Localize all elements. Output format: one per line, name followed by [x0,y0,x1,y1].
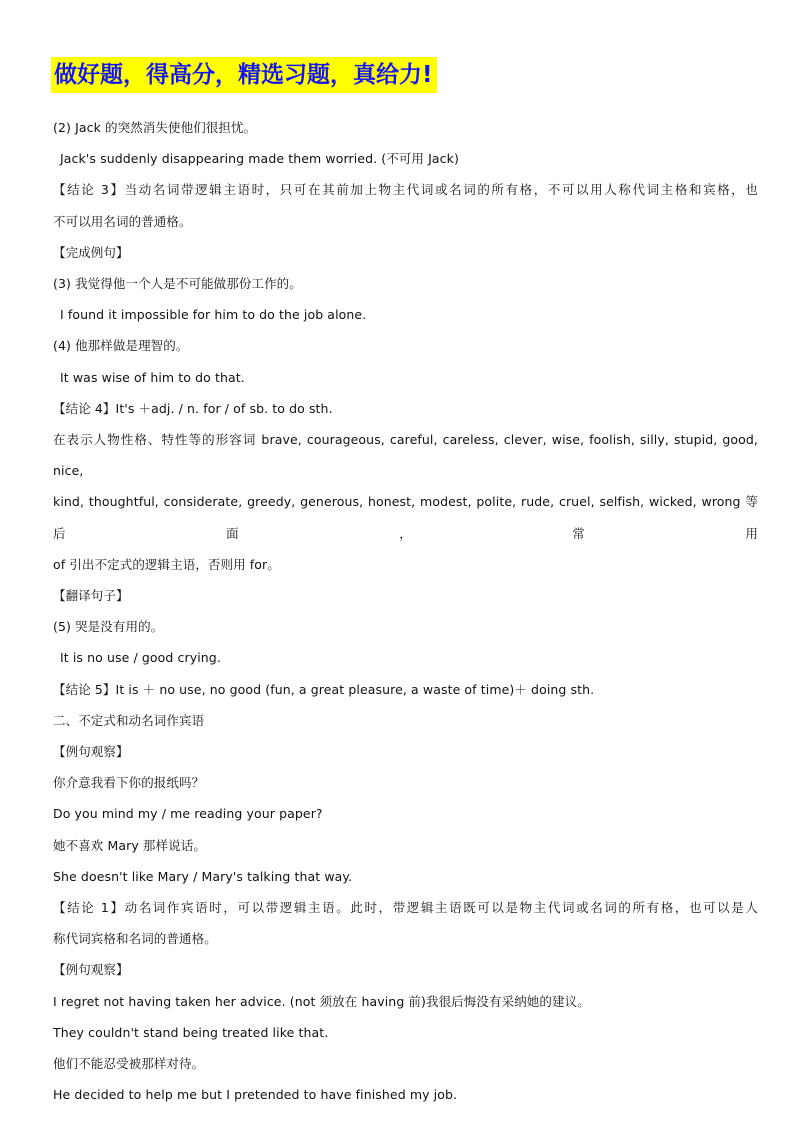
text-line: They couldn't stand being treated like that. [53,1024,329,1040]
page-banner: 做好题，得高分，精选习题，真给力! [51,57,437,93]
text-line: 不可以用名词的普通格。 [53,213,192,229]
text-line: 【结论 3】当动名词带逻辑主语时，只可在其前加上物主代词或名词的所有格，不可以用人称代词主格和宾格，也 [53,182,758,198]
text-line: 【完成例句】 [53,244,129,260]
text-line: It is no use / good crying. [60,650,221,666]
text-line: kind, thoughtful, considerate, greedy, generous, honest, modest, polite, rude, cruel, selfish, wicked, wrong 等后面，常用 [53,494,758,541]
text-line: 【结论 1】动名词作宾语时，可以带逻辑主语。此时，带逻辑主语既可以是物主代词或名词的所有格，也可以是人 [53,900,758,916]
text-line: 【翻译句子】 [53,588,129,604]
text-line: 称代词宾格和名词的普通格。 [53,931,217,947]
text-line: (4) 他那样做是理智的。 [53,338,189,354]
text-line: 她不喜欢 Mary 那样说话。 [53,837,206,853]
text-line: I regret not having taken her advice. (not 须放在 having 前)我很后悔没有采纳她的建议。 [53,993,590,1009]
text-line: 【例句观察】 [53,962,129,978]
text-line: 【结论 5】It is ＋ no use, no good (fun, a great pleasure, a waste of time)＋ doing sth. [53,681,595,697]
text-line: (3) 我觉得他一个人是不可能做那份工作的。 [53,276,302,292]
text-line: of 引出不定式的逻辑主语，否则用 for。 [53,556,280,572]
text-line: (2) Jack 的突然消失使他们很担忧。 [53,120,257,135]
text-line: Do you mind my / me reading your paper? [53,806,323,822]
text-line: (5) 哭是没有用的。 [53,619,164,635]
text-line: 你介意我看下你的报纸吗？ [53,775,205,791]
text-line: It was wise of him to do that. [60,369,245,385]
text-line: Jack's suddenly disappearing made them worried. (不可用 Jack) [60,151,459,167]
text-line: She doesn't like Mary / Mary's talking that way. [53,868,353,884]
text-line: 在表示人物性格、特性等的形容词 brave, courageous, careful, careless, clever, wise, foolish, silly, stupid, good, nice, [53,432,758,479]
text-line: 【结论 4】It's ＋adj. / n. for / of sb. to do sth. [53,400,333,416]
text-line: 他们不能忍受被那样对待。 [53,1056,205,1072]
document-body [53,112,758,1111]
text-line: He decided to help me but I pretended to have finished my job. [53,1087,458,1103]
text-line: 二、不定式和动名词作宾语 [53,712,205,728]
text-line: I found it impossible for him to do the job alone. [60,307,367,323]
text-line: 【例句观察】 [53,744,129,760]
